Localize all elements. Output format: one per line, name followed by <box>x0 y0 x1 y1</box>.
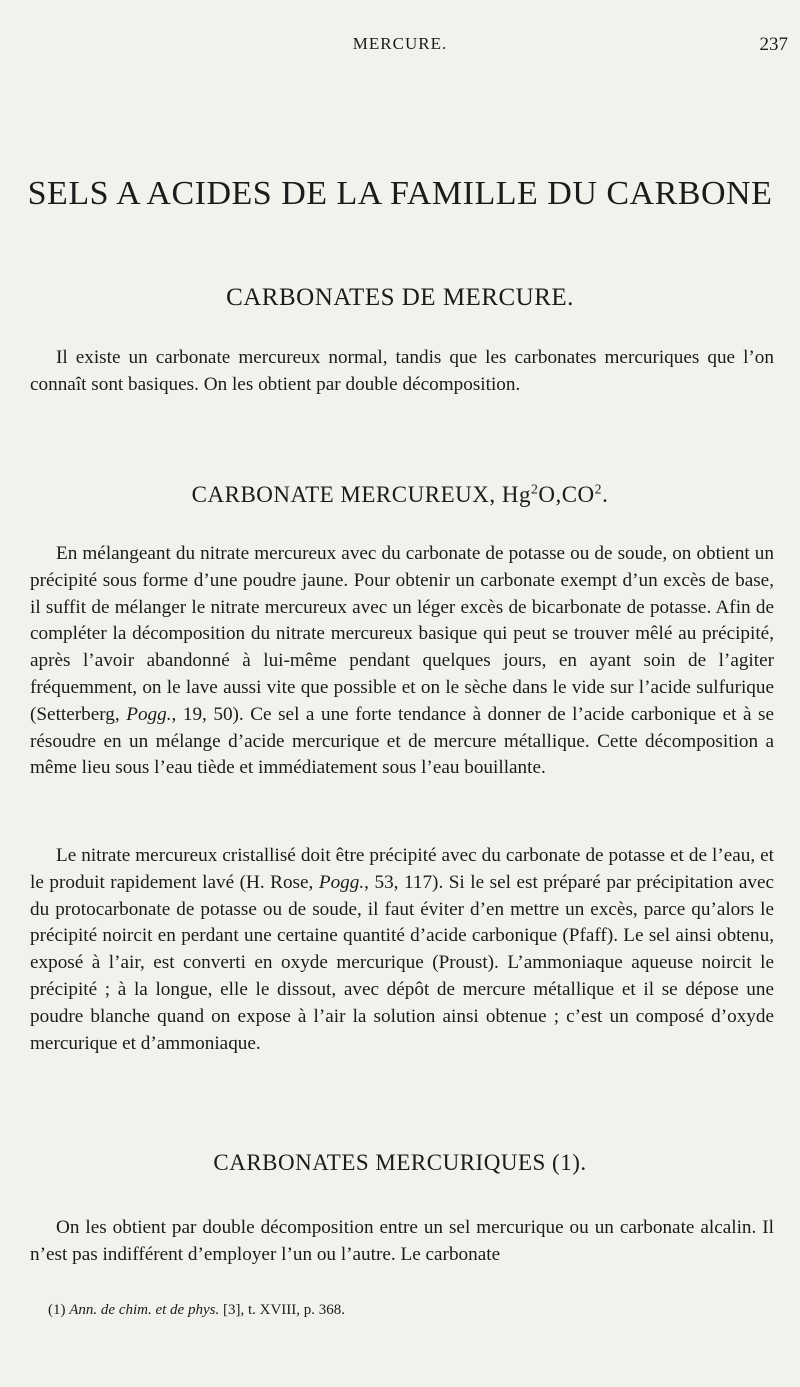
footnote <box>48 1302 748 1319</box>
footnote-text: [3], t. XVIII, p. 368. <box>219 1302 346 1318</box>
superscript: 2 <box>530 481 539 497</box>
section-heading-carbonates: CARBONATES DE MERCURE. <box>226 284 574 311</box>
heading-text: CARBONATE MERCUREUX, Hg <box>191 482 531 507</box>
paragraph-carbonate-mercureux-2 <box>30 843 774 1057</box>
main-heading: SELS A ACIDES DE LA FAMILLE DU CARBONE <box>27 175 773 212</box>
citation: Pogg. <box>126 703 172 725</box>
text-run: , 19, 50). Ce sel a une forte tendance à donner de l’acide carbonique et à se résoudre en un mélange d’acide mercurique et de mercure métallique. Cette décomposition a même lieu sous l’eau tiède et immédiatement sous l’eau bouillante. <box>30 703 774 779</box>
citation: Pogg. <box>318 871 365 893</box>
section-heading-carbonates-mercuriques: CARBONATES MERCURIQUES (1). <box>213 1150 587 1175</box>
paragraph-carbonates-intro: Il existe un carbonate mercureux normal, tandis que les carbonates mercuriques que l’on connaît sont basiques. On les obtient par double décomposition. <box>30 347 774 395</box>
section-heading-carbonate-mercureux <box>0 482 800 508</box>
footnote-marker: (1) <box>48 1302 66 1318</box>
running-head <box>0 34 800 58</box>
text-run: Le nitrate mercureux cristallisé doit être précipité avec du carbonate de potasse et de l’eau, et le produit rapidement lavé (H. Rose, <box>30 845 774 893</box>
footnote-source: Ann. de chim. et de phys. <box>69 1302 220 1318</box>
running-title: MERCURE. <box>352 34 448 53</box>
paragraph-carbonates-mercuriques: On les obtient par double décomposition entre un sel mercurique ou un carbonate alcalin. Il n’est pas indifférent d’employer l’un ou l’autre. Le carbonate <box>30 1217 774 1265</box>
heading-text: . <box>602 482 609 507</box>
page-number: 237 <box>759 34 788 55</box>
text-run: En mélangeant du nitrate mercureux avec du carbonate de potasse ou de soude, on obtient un précipité sous forme d’une poudre jaune. Pour obtenir un carbonate exempt d’un excès de base, il suffit de mélanger le nitrate mercureux avec un léger excès de bicarbonate de potasse. Afin de compléter la décomposition du nitrate mercureux basique qui peut se trouver mêlé au précipité, après l’avoir abandonné à lui-même pendant quelques jours, en ayant soin de l’agiter fréquemment, on le lave aussi vite que possible et on le sèche dans le vide sur l’acide sulfurique (Setterberg, <box>30 543 774 725</box>
text-run: , 53, 117). Si le sel est préparé par précipitation avec du protocarbonate de potasse ou de soude, il faut éviter d’en mettre un excès, parce qu’alors le précipité noircit en perdant une certaine quantité d’acide carbonique (Pfaff). Le sel ainsi obtenu, exposé à l’air, est converti en oxyde mercurique (Proust). L’ammoniaque aqueuse noircit le précipité ; à la longue, elle le dissout, avec dépôt de mercure métallique et il se dépose une poudre blanche quand on expose à l’air la solution ainsi obtenue ; c’est un composé d’oxyde mercurique et d’ammoniaque. <box>30 871 774 1054</box>
paragraph-carbonate-mercureux-1 <box>30 541 774 782</box>
superscript: 2 <box>594 481 603 497</box>
heading-text: O,CO <box>538 482 595 507</box>
